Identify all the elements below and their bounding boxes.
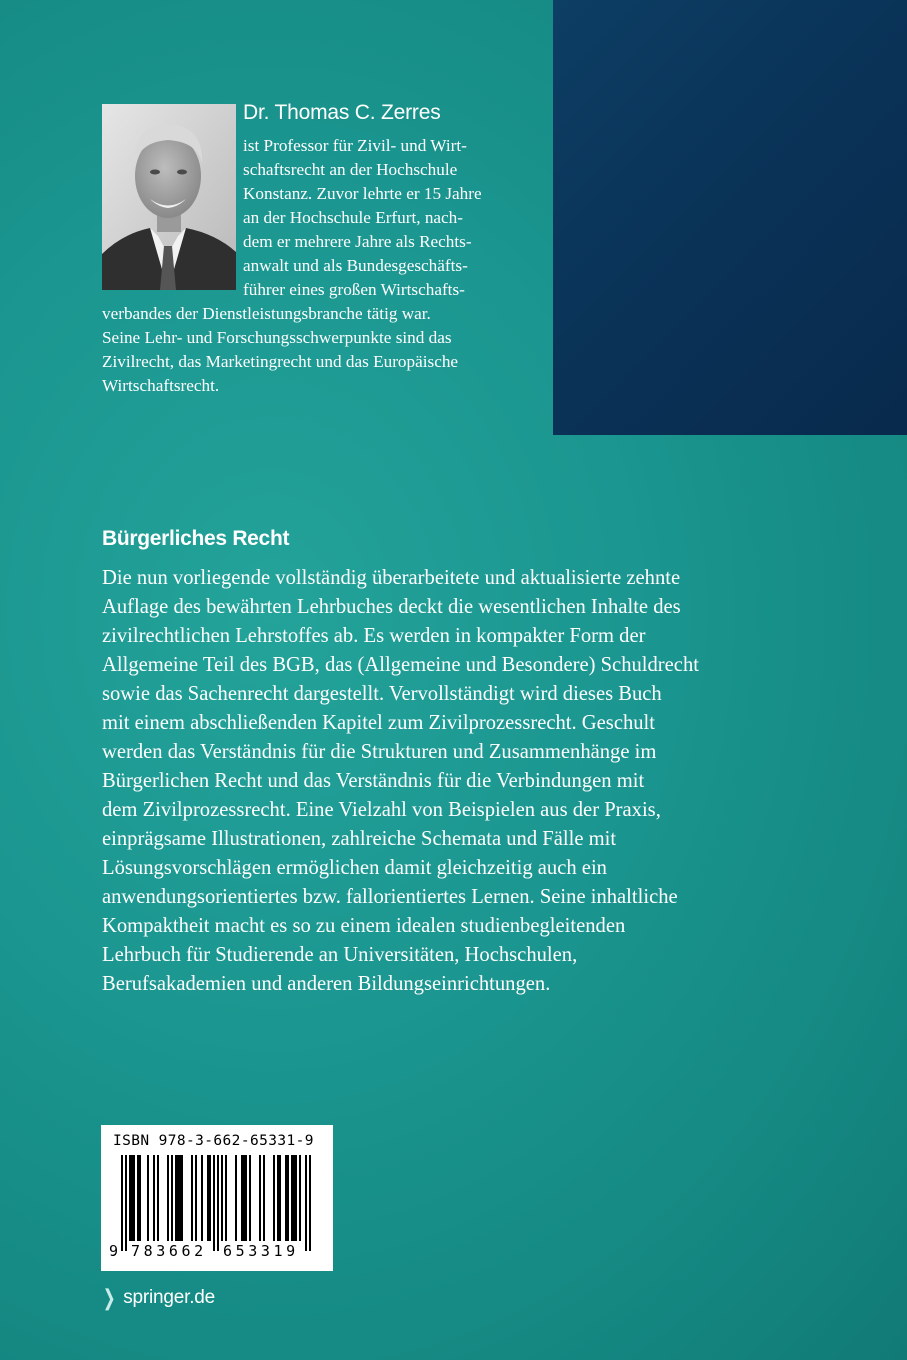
barcode-right-digits: 653319 (223, 1242, 299, 1260)
publisher-label: springer.de (123, 1287, 216, 1308)
barcode-bar (259, 1155, 261, 1241)
barcode-bar (293, 1155, 295, 1241)
barcode-bar (213, 1155, 215, 1251)
barcode-left-digits: 783662 (131, 1242, 207, 1260)
barcode-bar (243, 1155, 245, 1241)
barcode-bar (195, 1155, 197, 1241)
barcode-lead-digit: 9 (109, 1242, 119, 1260)
barcode-bar (263, 1155, 265, 1241)
barcode-bar (279, 1155, 281, 1241)
description-line: Kompaktheit macht es so zu einem idealen studienbegleitenden (102, 915, 626, 937)
barcode-bar (131, 1155, 133, 1241)
barcode-bar (295, 1155, 297, 1241)
bio-line: Zivilrecht, das Marketingrecht und das Europäische (102, 352, 459, 371)
barcode-bar (273, 1155, 275, 1241)
barcode-bar (179, 1155, 181, 1241)
barcode-bar (153, 1155, 155, 1241)
barcode-bar (121, 1155, 123, 1251)
barcode-bar (207, 1155, 209, 1241)
barcode-bar (249, 1155, 251, 1241)
description-line: dem Zivilprozessrecht. Eine Vielzahl von Beispielen aus der Praxis, (102, 799, 661, 821)
description-line: Lehrbuch für Studierende an Universitäten, Hochschulen, (102, 944, 578, 966)
barcode-bar (157, 1155, 159, 1241)
description-line: Auflage des bewährten Lehrbuches deckt die wesentlichen Inhalte des (102, 596, 681, 618)
barcode-bar (209, 1155, 211, 1241)
bio-line: Wirtschaftsrecht. (102, 376, 220, 395)
book-title: Bürgerliches Recht (102, 527, 290, 550)
description-line: Berufsakademien und anderen Bildungseinrichtungen. (102, 973, 551, 995)
barcode-bar (125, 1155, 127, 1251)
author-photo (102, 104, 236, 290)
bio-line: anwalt und als Bundesgeschäfts- (243, 256, 468, 275)
barcode-bar (299, 1155, 301, 1241)
description-line: mit einem abschließenden Kapitel zum Zivilprozessrecht. Geschult (102, 712, 655, 734)
barcode-bar (287, 1155, 289, 1241)
description-line: einprägsame Illustrationen, zahlreiche Schemata und Fälle mit (102, 828, 617, 850)
barcode-bar (139, 1155, 141, 1241)
barcode-bar (171, 1155, 173, 1241)
description-line: Die nun vorliegende vollständig überarbeitete und aktualisierte zehnte (102, 567, 681, 589)
barcode-bar (147, 1155, 149, 1241)
dark-blue-panel (553, 0, 907, 435)
barcode-bar (309, 1155, 311, 1251)
bio-line: an der Hochschule Erfurt, nach- (243, 208, 463, 227)
barcode-bar (291, 1155, 293, 1241)
publisher-link[interactable] (100, 1285, 215, 1311)
barcode-bar (181, 1155, 183, 1241)
author-name: Dr. Thomas C. Zerres (243, 101, 441, 124)
bio-line: führer eines großen Wirtschafts- (243, 280, 465, 299)
barcode-bar (191, 1155, 193, 1241)
barcode-bar (137, 1155, 139, 1241)
barcode-bar (133, 1155, 135, 1241)
barcode-bar (235, 1155, 237, 1241)
chevron-right-icon: ❯ (102, 1285, 116, 1310)
bio-line: verbandes der Dienstleistungsbranche tätig war. (102, 304, 431, 323)
barcode-bar (175, 1155, 177, 1241)
description-line: zivilrechtlichen Lehrstoffes ab. Es werden in kompakter Form der (102, 625, 646, 647)
description-line: Allgemeine Teil des BGB, das (Allgemeine und Besondere) Schuldrecht (102, 654, 699, 676)
barcode-bar (221, 1155, 223, 1241)
description-line: Bürgerlichen Recht und das Verständnis für die Verbindungen mit (102, 770, 645, 792)
barcode-bar (285, 1155, 287, 1241)
barcode-bar (167, 1155, 169, 1241)
description-line: Lösungsvorschlägen ermöglichen damit gleichzeitig auch ein (102, 857, 607, 879)
bio-line: dem er mehrere Jahre als Rechts- (243, 232, 472, 251)
bio-line: Konstanz. Zuvor lehrte er 15 Jahre (243, 184, 482, 203)
bio-line: schaftsrecht an der Hochschule (243, 160, 458, 179)
barcode-bar (245, 1155, 247, 1241)
description-line: anwendungsorientiertes bzw. fallorientiertes Lernen. Seine inhaltliche (102, 886, 678, 908)
barcode-bar (277, 1155, 279, 1241)
description-line: werden das Verständnis für die Strukturen und Zusammenhänge im (102, 741, 657, 763)
barcode-bar (177, 1155, 179, 1241)
barcode-bar (201, 1155, 203, 1241)
description-line: sowie das Sachenrecht dargestellt. Vervollständigt wird dieses Buch (102, 683, 662, 705)
barcode-bar (241, 1155, 243, 1241)
barcode-bar (129, 1155, 131, 1241)
isbn-barcode (101, 1125, 333, 1271)
isbn-label: ISBN 978-3-662-65331-9 (113, 1133, 314, 1149)
bio-line: ist Professor für Zivil- und Wirt- (243, 136, 467, 155)
bio-line: Seine Lehr- und Forschungsschwerpunkte sind das (102, 328, 452, 347)
barcode-bar (225, 1155, 227, 1241)
barcode-bar (305, 1155, 307, 1251)
barcode-bar (217, 1155, 219, 1251)
